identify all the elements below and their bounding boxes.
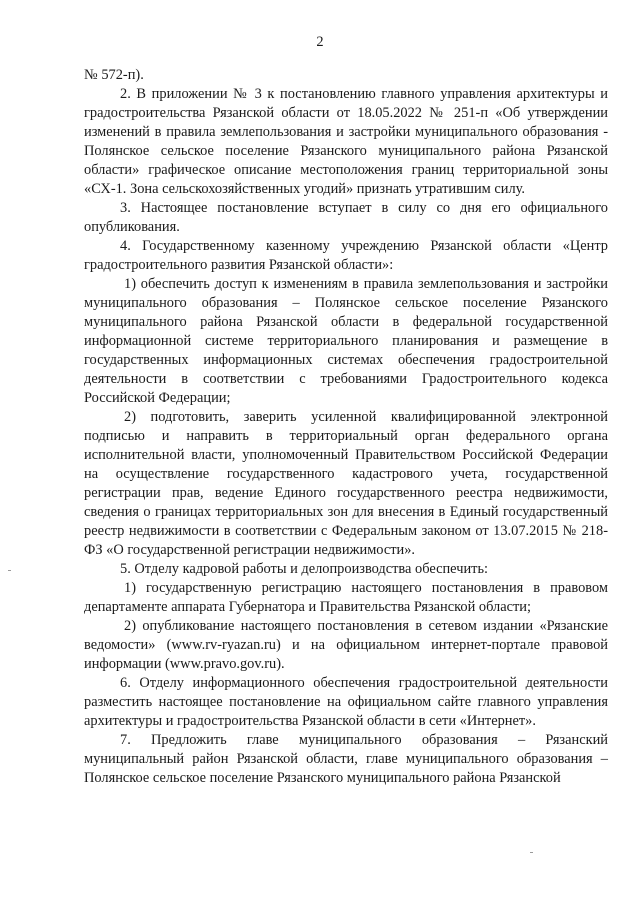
paragraph-continuation: № 572-п). [84,67,144,83]
paragraph-item-6: 6. Отделу информационного обеспечения градостроительной деятельности разместить настоящее постановление на официальном сайте главного управления архитектуры и градостроительства Рязанской области в сети «Интернет». [84,675,608,729]
page-number: 2 [316,34,324,50]
scan-speck [530,852,533,853]
paragraph-item-4: 4. Государственному казенному учреждению Рязанской области «Центр градостроительного развития Рязанской области»: [84,238,608,273]
paragraph-item-4-sub-1: 1) обеспечить доступ к изменениям в правила землепользования и застройки муниципального образования – Полянское сельское поселение Рязанского муниципального района Рязанской области в федеральной государственной информационной системе территориального планирования и размещение в государственных информационных системах обеспечения градостроительной деятельности в соответствии с требованиями Градостроительного кодекса Российской Федерации; [84,276,608,406]
paragraph-item-5: 5. Отделу кадровой работы и делопроизводства обеспечить: [120,561,488,577]
scan-speck [8,570,11,571]
paragraph-item-5-sub-1: 1) государственную регистрацию настоящего постановления в правовом департаменте аппарата Губернатора и Правительства Рязанской области; [84,580,608,615]
paragraph-item-2: 2. В приложении № 3 к постановлению главного управления архитектуры и градостроительства Рязанской области от 18.05.2022 № 251-п «Об утверждении изменений в правила землепользования и застройки муниципального образования - Полянское сельское поселение Рязанского муниципального района Рязанской области» графическое описание местоположения границ территориальной зоны «СХ-1. Зона сельскохозяйственных угодий» признать утратившим силу. [84,86,608,197]
paragraph-item-4-sub-2: 2) подготовить, заверить усиленной квалифицированной электронной подписью и направить в территориальный орган федерального органа исполнительной власти, уполномоченный Правительством Российской Федерации на осуществление государственного кадастрового учета, государственной регистрации прав, ведение Единого государственного реестра недвижимости, сведения о границах территориальных зон для внесения в Единый государственный реестр недвижимости в соответствии с Федеральным законом от 13.07.2015 № 218-ФЗ «О государственной регистрации недвижимости». [84,409,608,558]
paragraph-item-5-sub-2: 2) опубликование настоящего постановления в сетевом издании «Рязанские ведомости» (www.rv-ryazan.ru) и на официальном интернет-портале правовой информации (www.pravo.gov.ru). [84,618,608,672]
paragraph-item-3: 3. Настоящее постановление вступает в силу со дня его официального опубликования. [84,200,608,235]
paragraph-item-7: 7. Предложить главе муниципального образования – Рязанский муниципальный район Рязанской области, главе муниципального образования – Полянское сельское поселение Рязанского муниципального района Рязанской [84,732,608,786]
document-body [84,66,608,788]
